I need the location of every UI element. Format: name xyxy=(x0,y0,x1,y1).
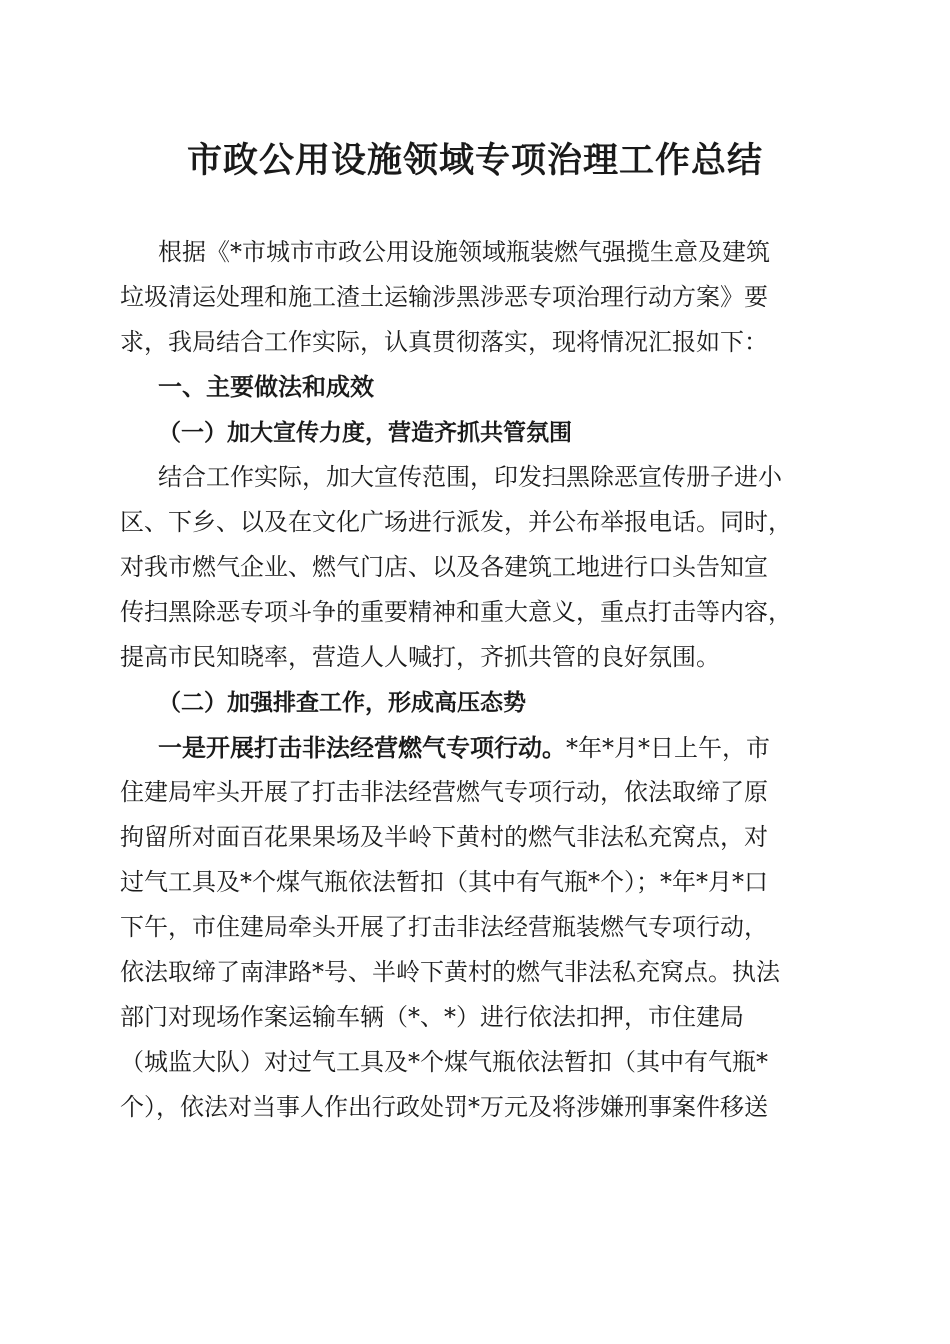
paragraph-line: （城监大队）对过气工具及*个煤气瓶依法暂扣（其中有气瓶* xyxy=(120,1048,768,1076)
document-body xyxy=(120,230,832,1130)
intro-line: 求，我局结合工作实际，认真贯彻落实，现将情况汇报如下： xyxy=(120,328,768,356)
paragraph-line: 下午，市住建局牵头开展了打击非法经营瓶装燃气专项行动， xyxy=(120,913,768,941)
subsection-heading-1: （一）加大宣传力度，营造齐抓共管氛围 xyxy=(158,419,572,446)
paragraph-line-rest: *年*月*日上午，市 xyxy=(566,734,770,762)
paragraph-line: 住建局牢头开展了打击非法经营燃气专项行动，依法取缔了原 xyxy=(120,778,768,806)
paragraph-line: 区、下乡、以及在文化广场进行派发，并公布举报电话。同时， xyxy=(120,508,792,536)
document-title: 市政公用设施领域专项治理工作总结 xyxy=(186,140,763,181)
paragraph-line xyxy=(120,725,832,770)
intro-line: 根据《*市城市市政公用设施领域瓶装燃气强揽生意及建筑 xyxy=(158,238,770,266)
paragraph-line: 过气工具及*个煤气瓶依法暂扣（其中有气瓶*个）；*年*月*口 xyxy=(120,868,768,896)
section-heading-1: 一、主要做法和成效 xyxy=(158,373,374,401)
paragraph-lead-sentence: 一是开展打击非法经营燃气专项行动。 xyxy=(158,733,566,762)
paragraph-line: 个），依法对当事人作出行政处罚*万元及将涉嫌刑事案件移送 xyxy=(120,1093,768,1121)
paragraph-line: 结合工作实际，加大宣传范围，印发扫黑除恶宣传册子进小 xyxy=(158,463,782,491)
paragraph-line: 对我市燃气企业、燃气门店、以及各建筑工地进行口头告知宣 xyxy=(120,553,768,581)
paragraph-line: 提高市民知晓率，营造人人喊打，齐抓共管的良好氛围。 xyxy=(120,643,720,671)
paragraph-line: 依法取缔了南津路*号、半岭下黄村的燃气非法私充窝点。执法 xyxy=(120,958,780,986)
paragraph-line: 部门对现场作案运输车辆（*、*）进行依法扣押，市住建局 xyxy=(120,1003,744,1031)
subsection-heading-2: （二）加强排查工作，形成高压态势 xyxy=(158,689,526,716)
paragraph-line: 拘留所对面百花果果场及半岭下黄村的燃气非法私充窝点，对 xyxy=(120,823,768,851)
intro-line: 垃圾清运处理和施工渣土运输涉黑涉恶专项治理行动方案》要 xyxy=(120,283,768,311)
paragraph-line: 传扫黑除恶专项斗争的重要精神和重大意义，重点打击等内容， xyxy=(120,598,792,626)
